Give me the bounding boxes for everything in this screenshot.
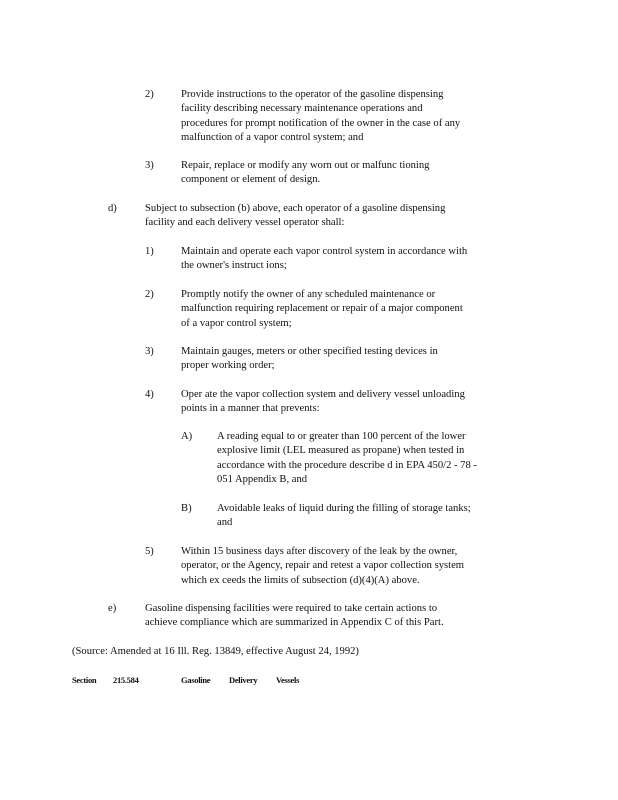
text-line: and [217, 517, 233, 529]
text-line: accordance with the procedure describe d in EPA 450/2 - 78 - [217, 459, 477, 471]
text-line: Maintain and operate each vapor control system in accordance with [181, 246, 468, 257]
item-text [181, 159, 499, 188]
section-title-word: Gasoline [181, 675, 211, 685]
item-text [145, 202, 485, 231]
text-line: 051 Appendix B, and [217, 474, 308, 486]
text-line: malfunction of a vapor control system; and [181, 132, 364, 144]
text-line: Subject to subsection (b) above, each operator of a gasoline dispensing [145, 203, 446, 214]
item-text [181, 545, 503, 588]
text-line: proper working order; [181, 360, 275, 372]
text-line: points in a manner that prevents: [181, 403, 320, 415]
section-title-word: Vessels [276, 675, 300, 685]
item-text [217, 430, 507, 488]
text-line: Maintain gauges, meters or other specified testing devices in [181, 346, 438, 357]
item-label: 5) [145, 546, 154, 557]
text-line: the owner's instruct ions; [181, 260, 287, 272]
item-text [145, 602, 487, 631]
text-line: explosive limit (LEL measured as propane) when tested in [217, 445, 465, 457]
text-line: Avoidable leaks of liquid during the filling of storage tanks; [217, 503, 471, 514]
text-line: A reading equal to or greater than 100 percent of the lower [217, 431, 466, 442]
text-line: operator, or the Agency, repair and retest a vapor collection system [181, 560, 465, 572]
text-line: of a vapor control system; [181, 317, 292, 329]
text-line: procedures for prompt notification of the owner in the case of any [181, 117, 461, 129]
item-label: d) [108, 203, 117, 214]
text-line: facility and each delivery vessel operator shall: [145, 217, 345, 229]
text-line: component or element of design. [181, 174, 321, 186]
text-line: which ex ceeds the limits of subsection (d)(4)(A) above. [181, 574, 420, 586]
item-label: 3) [145, 346, 154, 357]
item-text [217, 502, 507, 531]
item-label: 2) [145, 289, 154, 300]
section-number: Section [72, 675, 97, 685]
section-id: 215.584 [113, 675, 139, 685]
item-text [181, 345, 481, 374]
item-text [181, 88, 499, 146]
item-label: 1) [145, 246, 154, 257]
item-text [181, 245, 503, 274]
text-line: Oper ate the vapor collection system and delivery vessel unloading [181, 389, 465, 400]
text-line: Repair, replace or modify any worn out or malfunc tioning [181, 160, 430, 171]
item-text [181, 388, 499, 417]
section-title-word: Delivery [229, 675, 258, 685]
item-text [181, 288, 499, 331]
text-line: malfunction requiring replacement or repair of a major component [181, 303, 463, 315]
source-note: (Source: Amended at 16 Ill. Reg. 13849, effective August 24, 1992) [72, 646, 359, 657]
text-line: achieve compliance which are summarized in Appendix C of this Part. [145, 617, 444, 629]
text-line: Gasoline dispensing facilities were required to take certain actions to [145, 603, 438, 614]
text-line: Within 15 business days after discovery of the leak by the owner, [181, 546, 458, 557]
text-line: Promptly notify the owner of any scheduled maintenance or [181, 289, 436, 300]
item-label: B) [181, 503, 192, 514]
item-label: 2) [145, 89, 154, 100]
item-label: A) [181, 431, 193, 442]
item-label: e) [108, 603, 117, 614]
text-line: facility describing necessary maintenance operations and [181, 103, 423, 115]
item-label: 3) [145, 160, 154, 171]
item-label: 4) [145, 389, 154, 400]
text-line: Provide instructions to the operator of the gasoline dispensing [181, 89, 444, 100]
